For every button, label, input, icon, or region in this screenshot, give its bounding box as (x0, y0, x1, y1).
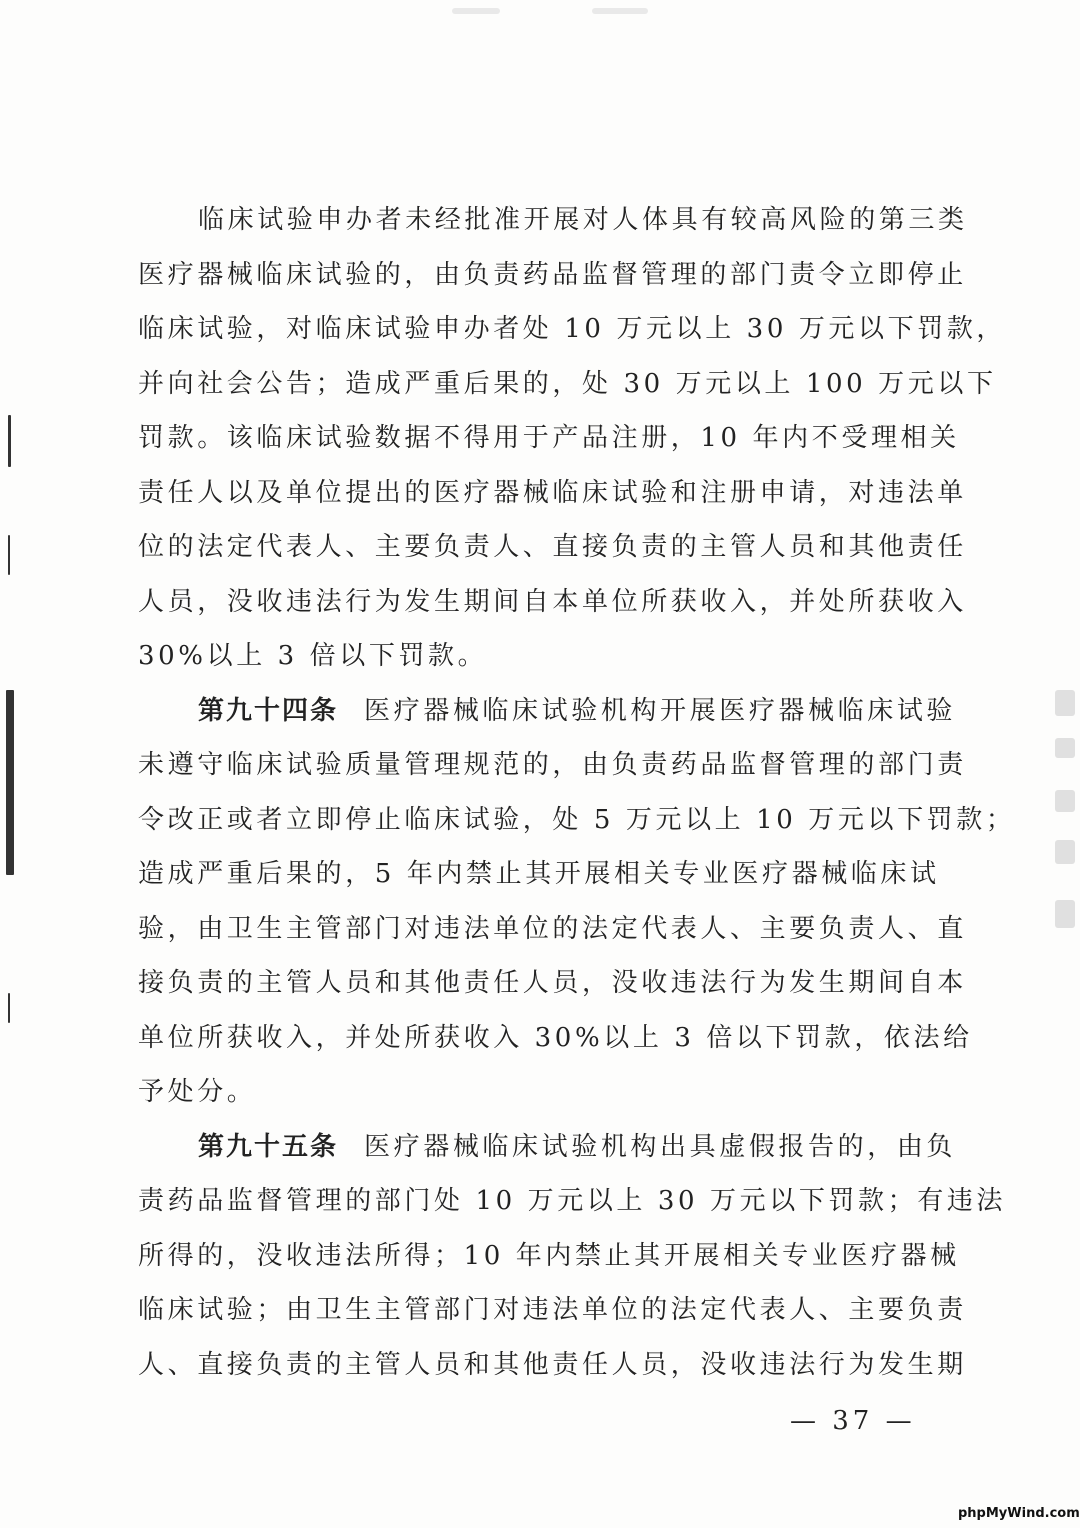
text-line: 令改正或者立即停止临床试验，处 5 万元以上 10 万元以下罚款； (138, 804, 1016, 835)
scan-edge-mark (8, 993, 10, 1023)
article-95 (138, 1124, 1007, 1389)
scan-edge-mark (8, 535, 10, 575)
bleed-through-mark (1055, 738, 1075, 758)
text-line: 罚款。该临床试验数据不得用于产品注册，10 年内不受理相关 (138, 423, 960, 453)
text-line: 单位所获收入，并处所获收入 30%以上 3 倍以下罚款，依法给 (138, 1022, 973, 1053)
text-line: 并向社会公告；造成严重后果的，处 30 万元以上 100 万元以下 (138, 368, 997, 399)
article-text: 医疗器械临床试验机构出具虚假报告的，由负 (364, 1131, 957, 1162)
text-line: 人员，没收违法行为发生期间自本单位所获收入，并处所获收入 (138, 586, 967, 617)
text-line: 验，由卫生主管部门对违法单位的法定代表人、主要负责人、直 (138, 913, 967, 944)
text-line: 医疗器械临床试验的，由负责药品监督管理的部门责令立即停止 (138, 259, 967, 290)
text-line: 责药品监督管理的部门处 10 万元以上 30 万元以下罚款；有违法 (138, 1186, 1007, 1216)
text-line: 所得的，没收违法所得；10 年内禁止其开展相关专业医疗器械 (138, 1240, 960, 1271)
text-line: 30%以上 3 倍以下罚款。 (138, 641, 488, 671)
scan-edge-mark (6, 690, 14, 875)
scan-smudge (592, 8, 648, 14)
document-body (138, 197, 1016, 1396)
text-line (138, 688, 957, 735)
text-line: 位的法定代表人、主要负责人、直接负责的主管人员和其他责任 (138, 532, 967, 562)
watermark: phpMyWind.com (958, 1506, 1080, 1521)
text-line: 临床试验申办者未经批准开展对人体具有较高风险的第三类 (198, 205, 968, 235)
text-line: 临床试验；由卫生主管部门对违法单位的法定代表人、主要负责 (138, 1295, 967, 1325)
text-line: 临床试验，对临床试验申办者处 10 万元以上 30 万元以下罚款， (138, 314, 1007, 344)
scan-smudge (452, 8, 500, 14)
bleed-through-mark (1055, 840, 1075, 864)
bleed-through-mark (1055, 790, 1075, 812)
bleed-through-mark (1055, 690, 1075, 716)
text-line: 造成严重后果的，5 年内禁止其开展相关专业医疗器械临床试 (138, 859, 940, 889)
article-94 (138, 688, 1016, 1116)
text-line: 予处分。 (138, 1077, 257, 1107)
bleed-through-mark (1055, 900, 1075, 928)
page-number: — 37 — (790, 1406, 916, 1436)
paragraph (138, 197, 1007, 680)
text-line: 责任人以及单位提出的医疗器械临床试验和注册申请，对违法单 (138, 477, 967, 508)
article-heading: 第九十五条 (198, 1131, 339, 1162)
scan-edge-mark (8, 415, 11, 467)
text-line: 人、直接负责的主管人员和其他责任人员，没收违法行为发生期 (138, 1349, 967, 1380)
article-heading: 第九十四条 (198, 695, 339, 726)
text-line: 接负责的主管人员和其他责任人员，没收违法行为发生期间自本 (138, 968, 967, 998)
article-text: 医疗器械临床试验机构开展医疗器械临床试验 (364, 695, 957, 726)
text-line (138, 1124, 957, 1171)
text-line: 未遵守临床试验质量管理规范的，由负责药品监督管理的部门责 (138, 750, 967, 780)
